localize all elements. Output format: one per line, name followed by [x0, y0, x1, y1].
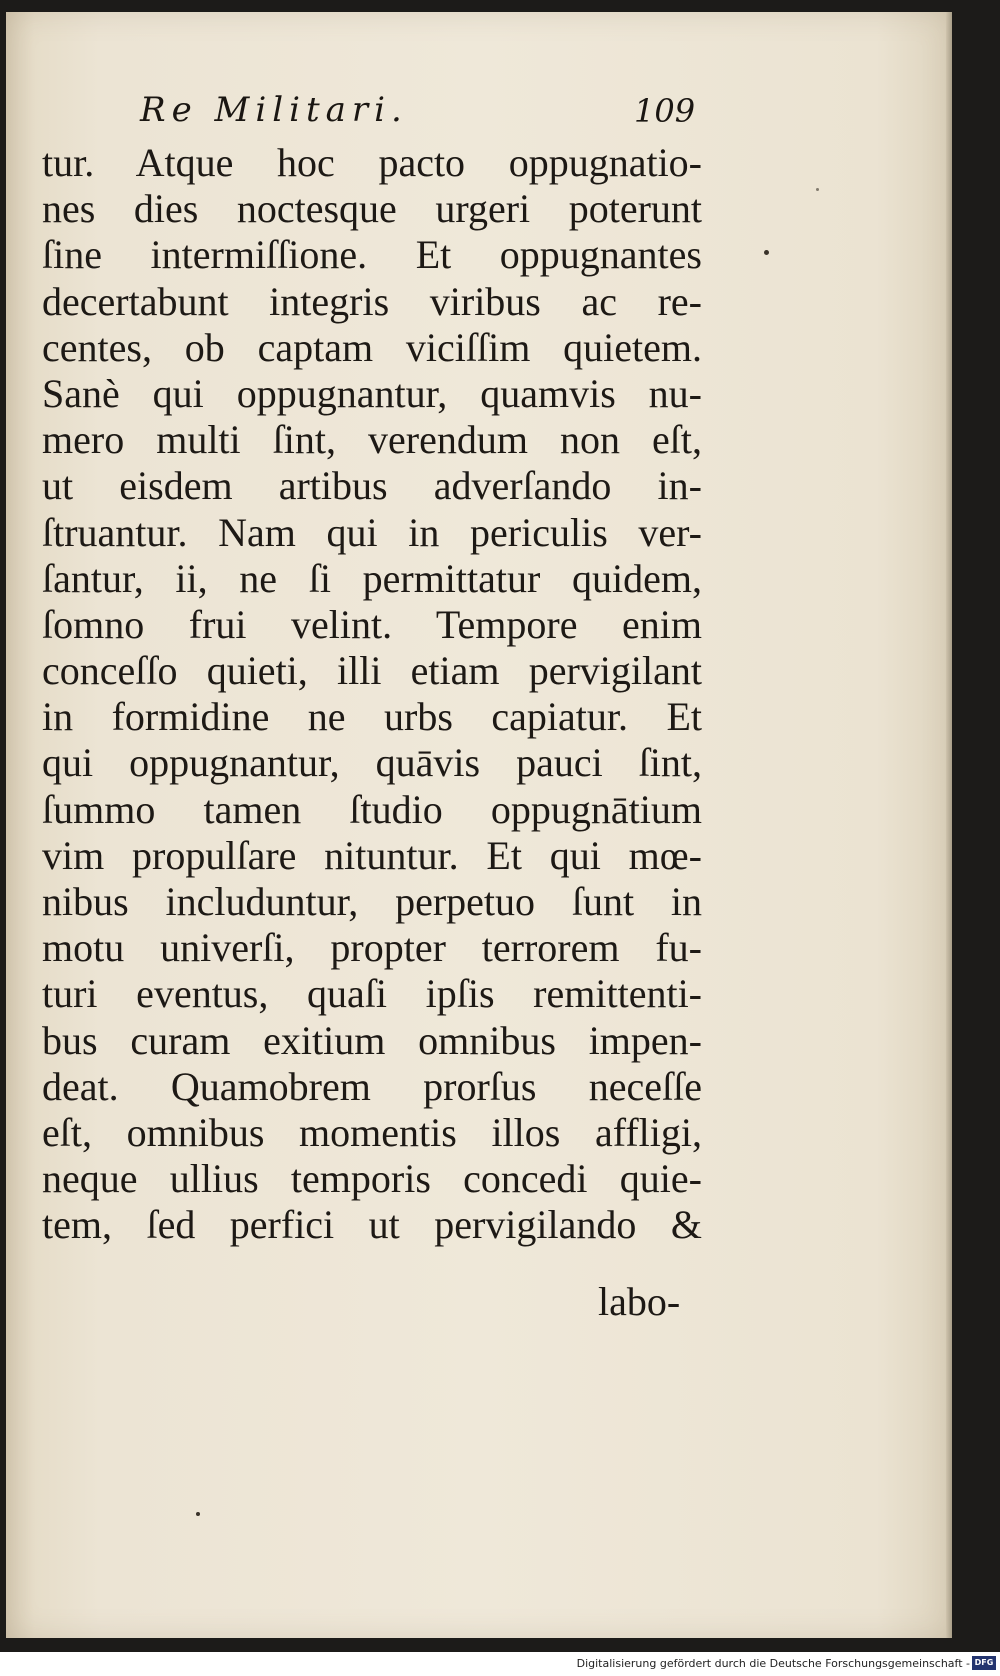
text-line: neque ullius temporis concedi quie-	[42, 1156, 702, 1202]
text-line: centes, ob captam viciſſim quietem.	[42, 324, 702, 370]
text-line: ſantur, ii, ne ſi permittatur quidem,	[42, 555, 702, 601]
ink-speck	[196, 1512, 200, 1516]
text-line: ſomno frui velint. Tempore enim	[42, 601, 702, 647]
body-text	[42, 140, 702, 1249]
text-line: deat. Quamobrem prorſus neceſſe	[42, 1063, 702, 1109]
text-line: ſummo tamen ſtudio oppugnātium	[42, 786, 702, 832]
digitization-credit: Digitalisierung gefördert durch die Deutsche Forschungsgemeinschaft -	[576, 1657, 970, 1670]
book-page	[6, 12, 952, 1638]
text-line: eſt, omnibus momentis illos affligi,	[42, 1109, 702, 1155]
running-head: Re Militari.	[140, 90, 408, 130]
text-line: in formidine ne urbs capiatur. Et	[42, 694, 702, 740]
text-line: Sanè qui oppugnantur, quamvis nu-	[42, 370, 702, 416]
footer-bar	[0, 1652, 1000, 1676]
text-line: ut eisdem artibus adverſando in-	[42, 463, 702, 509]
text-line: conceſſo quieti, illi etiam pervigilant	[42, 648, 702, 694]
text-line: nibus includuntur, perpetuo ſunt in	[42, 879, 702, 924]
page-edge	[946, 12, 952, 1638]
text-line: tur. Atque hoc pacto oppugnatio-	[42, 140, 702, 185]
text-line: nes dies noctesque urgeri poterunt	[42, 186, 702, 232]
text-line: ſine intermiſſione. Et oppugnantes	[42, 232, 702, 278]
text-line: vim propulſare nituntur. Et qui mœ-	[42, 832, 702, 878]
text-line: mero multi ſint, verendum non eſt,	[42, 417, 702, 463]
text-line: qui oppugnantur, quāvis pauci ſint,	[42, 740, 702, 786]
page-number: 109	[634, 92, 696, 130]
ink-speck	[764, 250, 769, 255]
text-line: turi eventus, quaſi ipſis remittenti-	[42, 971, 702, 1017]
text-line: decertabunt integris viribus ac re-	[42, 278, 702, 324]
text-line: tem, ſed perfici ut pervigilando &	[42, 1202, 702, 1248]
ink-speck	[816, 188, 819, 191]
text-line: bus curam exitium omnibus impen-	[42, 1017, 702, 1063]
catchword: labo-	[598, 1279, 681, 1324]
text-line: motu univerſi, propter terrorem fu-	[42, 925, 702, 971]
text-line: ſtruantur. Nam qui in periculis ver-	[42, 509, 702, 555]
dfg-logo: DFG	[972, 1656, 996, 1670]
